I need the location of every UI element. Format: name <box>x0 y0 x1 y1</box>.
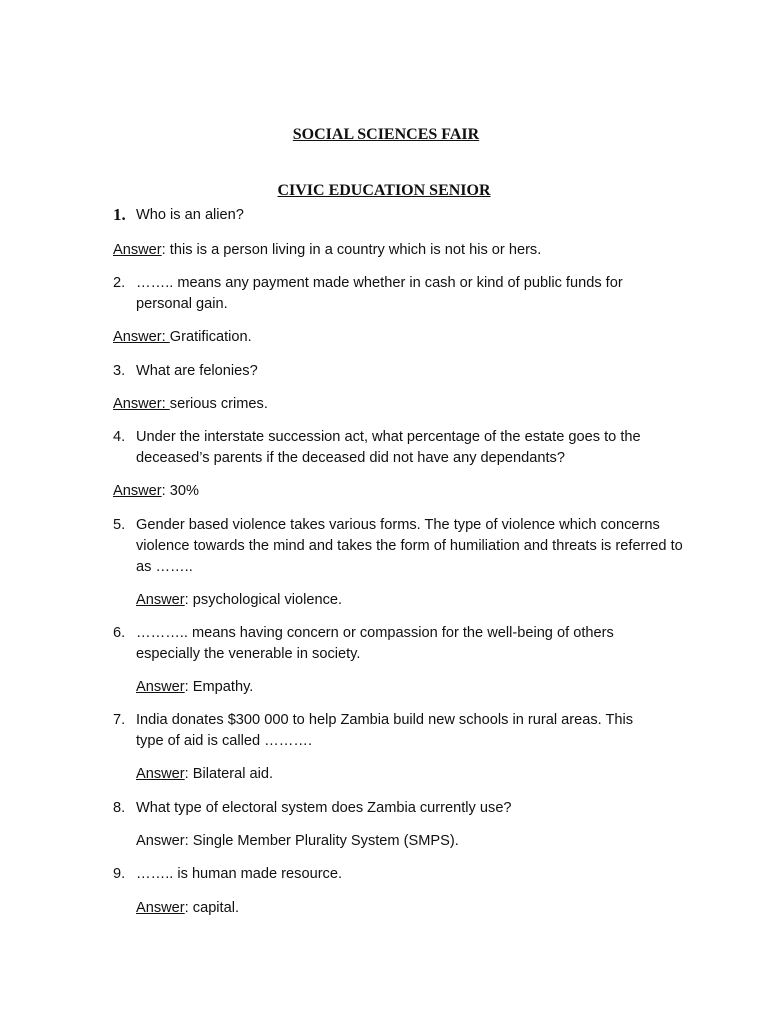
answer-6 <box>136 677 736 698</box>
answer-text: Empathy. <box>192 679 254 695</box>
question-number: 8. <box>113 800 126 816</box>
answer-5 <box>136 590 736 611</box>
question-text: India donates $300 000 to help Zambia build new schools in rural areas. This type of aid is called ………. <box>136 712 634 749</box>
answer-8 <box>136 831 736 852</box>
answer-separator: : <box>184 592 193 608</box>
answer-label: Answer <box>136 900 185 916</box>
question-text: ……….. means having concern or compassion for the well-being of others especially the venerable in society. <box>136 625 614 662</box>
answer-label: Answer <box>136 592 185 608</box>
answer-separator: : <box>184 900 193 916</box>
answer-text: 30% <box>169 483 199 499</box>
question-8 <box>113 798 693 819</box>
answer-separator: : <box>184 766 193 782</box>
answer-label: Answer: <box>113 329 170 345</box>
question-number: 5. <box>113 517 126 533</box>
question-number: 1. <box>113 205 126 224</box>
question-5 <box>113 515 683 578</box>
answer-separator: : <box>161 242 170 258</box>
answer-label: Answer <box>113 483 162 499</box>
question-2 <box>113 273 643 315</box>
answer-text: capital. <box>192 900 240 916</box>
answer-label: Answer <box>113 242 162 258</box>
question-text: What type of electoral system does Zambia currently use? <box>136 800 512 816</box>
question-4 <box>113 427 673 469</box>
answer-text: this is a person living in a country which is not his or hers. <box>169 242 542 258</box>
answer-label: Answer: <box>113 396 170 412</box>
answer-4 <box>113 481 713 502</box>
question-number: 3. <box>113 363 126 379</box>
answer-3 <box>113 394 713 415</box>
question-6 <box>113 623 638 665</box>
document-title: SOCIAL SCIENCES FAIR <box>292 126 480 143</box>
answer-separator: : <box>161 483 170 499</box>
answer-7 <box>136 764 736 785</box>
question-number: 2. <box>113 275 126 291</box>
question-text: …….. is human made resource. <box>136 866 343 882</box>
answer-text: Gratification. <box>169 329 252 345</box>
answer-2 <box>113 327 713 348</box>
answer-text: psychological violence. <box>192 592 343 608</box>
question-text: Gender based violence takes various forms. The type of violence which concerns violence towards the mind and takes the form of humiliation and threats is referred to as …….. <box>136 517 683 575</box>
question-1 <box>113 205 693 226</box>
question-text: What are felonies? <box>136 363 258 379</box>
question-number: 9. <box>113 866 126 882</box>
question-number: 7. <box>113 712 126 728</box>
answer-text: serious crimes. <box>169 396 268 412</box>
answer-1 <box>113 240 713 261</box>
document-subtitle: CIVIC EDUCATION SENIOR <box>277 182 491 199</box>
question-3 <box>113 361 693 382</box>
question-number: 6. <box>113 625 126 641</box>
question-7 <box>113 710 658 752</box>
question-text: Under the interstate succession act, what percentage of the estate goes to the deceased’s parents if the deceased did not have any dependants? <box>136 429 641 466</box>
answer-label: Answer <box>136 766 185 782</box>
question-number: 4. <box>113 429 126 445</box>
answer-text: Bilateral aid. <box>192 766 274 782</box>
question-text: Who is an alien? <box>136 207 244 223</box>
answer-9 <box>136 898 736 919</box>
question-text: …….. means any payment made whether in cash or kind of public funds for personal gain. <box>136 275 623 312</box>
question-9 <box>113 864 693 885</box>
answer-separator: : <box>184 679 193 695</box>
answer-text: Answer: Single Member Plurality System (SMPS). <box>136 833 459 849</box>
answer-label: Answer <box>136 679 185 695</box>
